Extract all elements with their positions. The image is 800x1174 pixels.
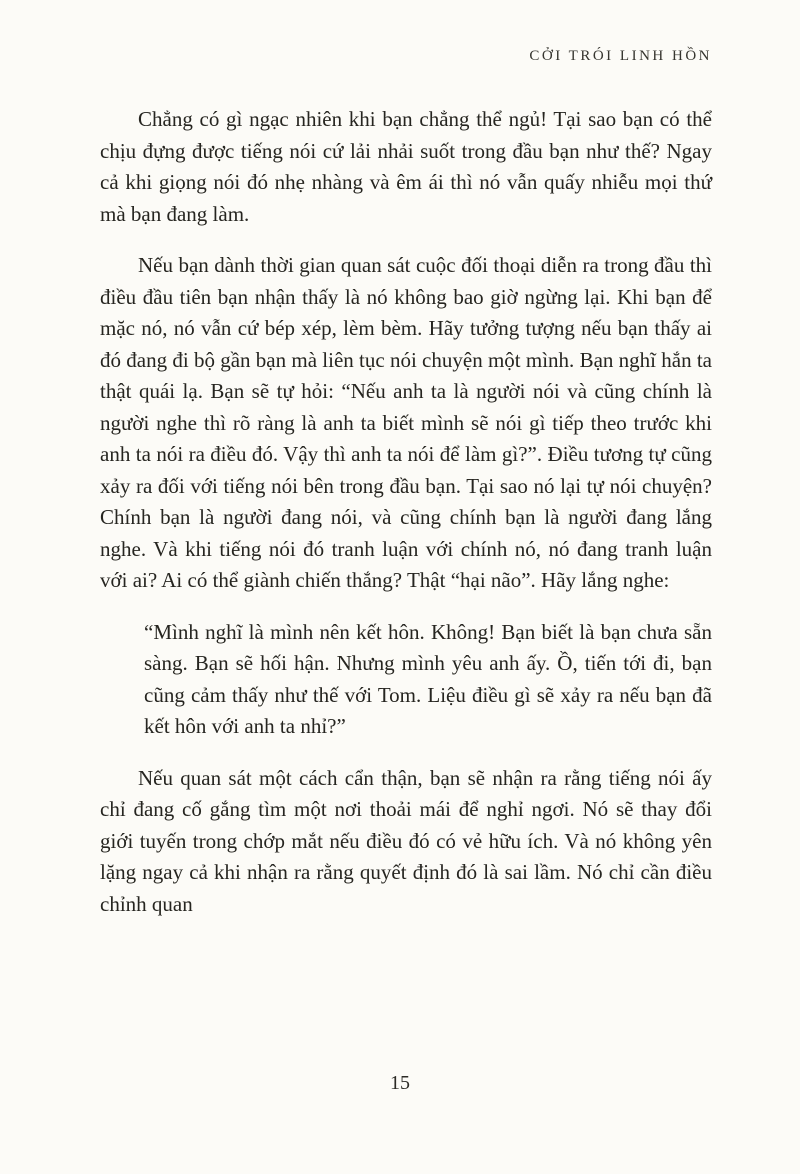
running-header: CỞI TRÓI LINH HỒN xyxy=(529,48,712,64)
inner-voice-quote: “Mình nghĩ là mình nên kết hôn. Không! Bạn biết là bạn chưa sẵn sàng. Bạn sẽ hối hận. Nhưng mình yêu anh ấy. Ồ, tiến tới đi, bạn cũng cảm thấy như thế với Tom. Liệu điều gì sẽ xảy ra nếu bạn đã kết hôn với anh ta nhỉ?” xyxy=(144,619,712,738)
paragraph-3: Nếu quan sát một cách cẩn thận, bạn sẽ nhận ra rằng tiếng nói ấy chỉ đang cố gắng tìm một nơi thoải mái để nghỉ ngơi. Nó sẽ thay đổi giới tuyến trong chớp mắt nếu điều đó có vẻ hữu ích. Và nó không yên lặng ngay cả khi nhận ra rằng quyết định đó là sai lầm. Nó chỉ cần điều chỉnh quan xyxy=(100,765,712,916)
paragraph-1: Chẳng có gì ngạc nhiên khi bạn chẳng thể ngủ! Tại sao bạn có thể chịu đựng được tiếng nói cứ lải nhải suốt trong đầu bạn như thế? Ngay cả khi giọng nói đó nhẹ nhàng và êm ái thì nó vẫn quấy nhiễu mọi thứ mà bạn đang làm. xyxy=(100,107,712,226)
body-text xyxy=(100,104,712,920)
paragraph-2: Nếu bạn dành thời gian quan sát cuộc đối thoại diễn ra trong đầu thì điều đầu tiên bạn nhận thấy là nó không bao giờ ngừng lại. Khi bạn để mặc nó, nó vẫn cứ bép xép, lèm bèm. Hãy tưởng tượng nếu bạn thấy ai đó đang đi bộ gần bạn mà liên tục nói chuyện một mình. Bạn nghĩ hắn ta thật quái lạ. Bạn sẽ tự hỏi: “Nếu anh ta là người nói và cũng chính là người nghe thì rõ ràng là anh ta biết mình sẽ nói gì tiếp theo trước khi anh ta nói ra điều đó. Vậy thì anh ta nói để làm gì?”. Điều tương tự cũng xảy ra đối với tiếng nói bên trong đầu bạn. Tại sao nó lại tự nói chuyện? Chính bạn là người đang nói, và cũng chính bạn là người đang lắng nghe. Và khi tiếng nói đó tranh luận với chính nó, nó đang tranh luận với ai? Ai có thể giành chiến thắng? Thật “hại não”. Hãy lắng nghe: xyxy=(100,253,712,592)
page-number: 15 xyxy=(390,1072,410,1094)
